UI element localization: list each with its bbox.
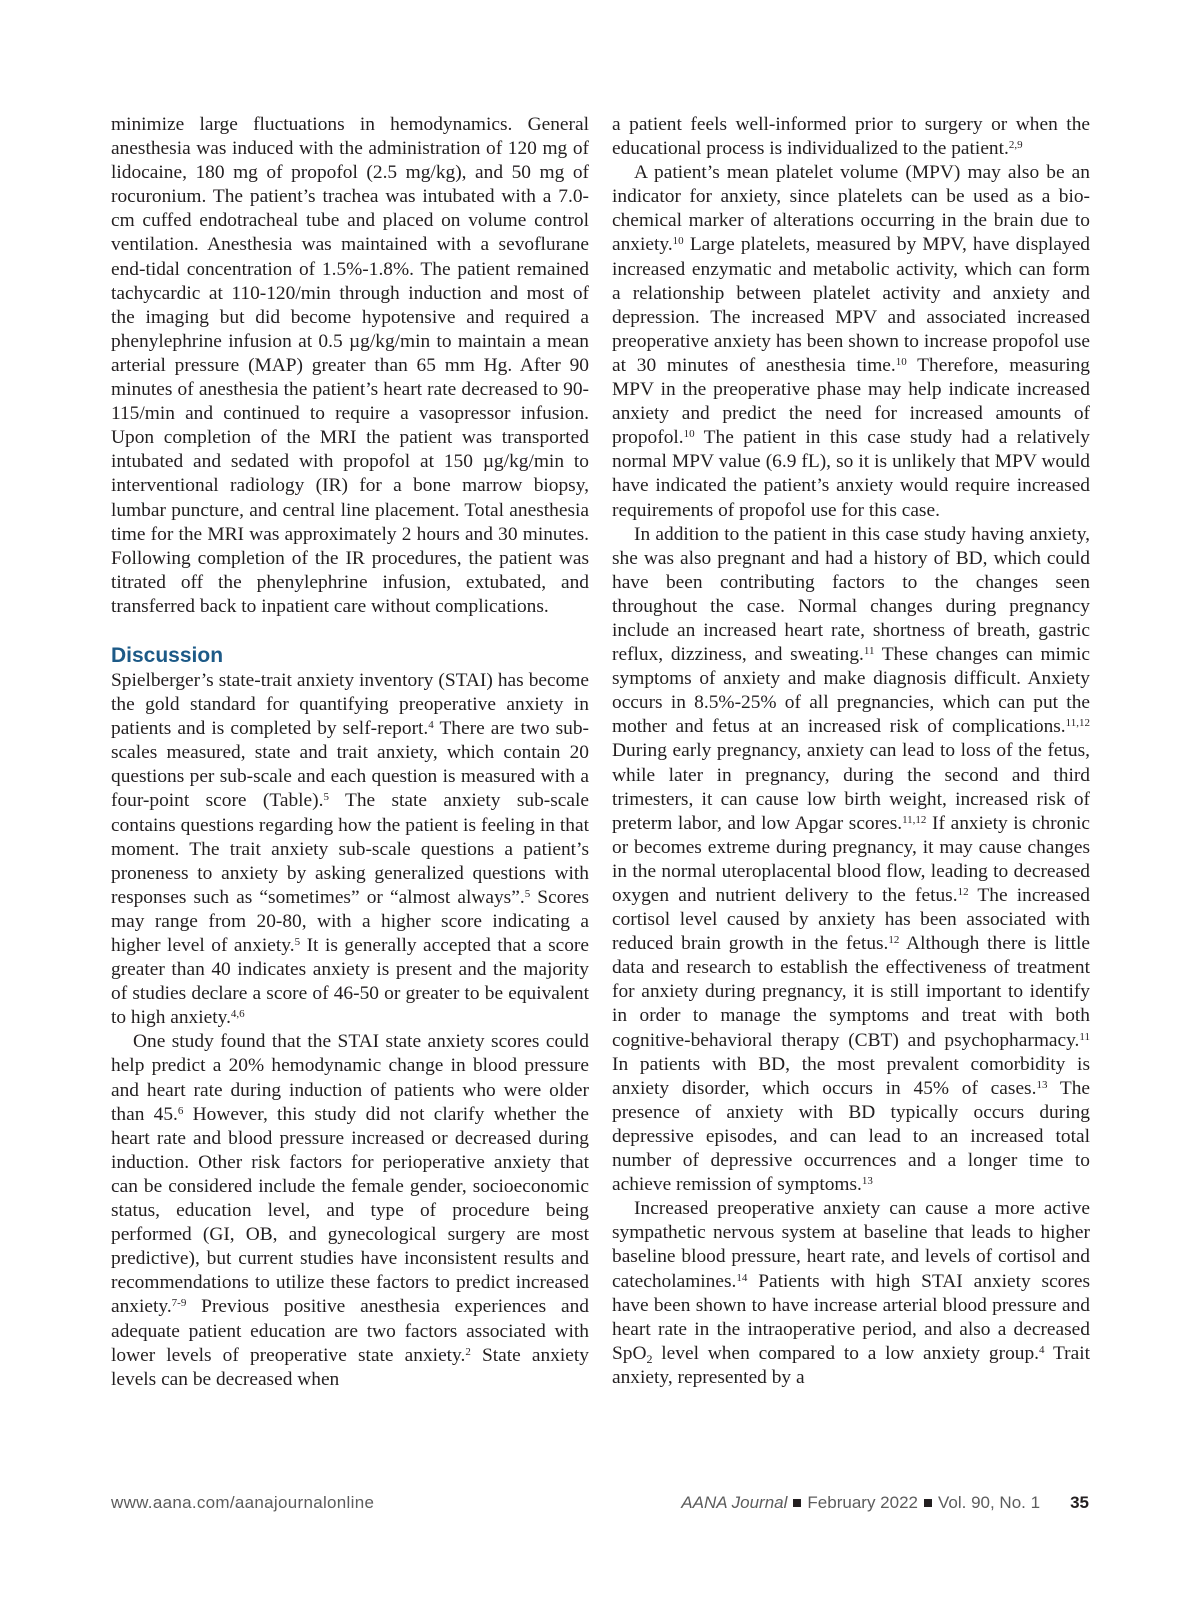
body-text: minimize large fluctuations in hemodynamics. General anesthesia was induced with the administration of 120 mg of lidocaine, 180 mg of propofol (2.5 mg/kg), and 50 mg of rocuronium. The patient’s trachea was intubated with a 7.0-cm cuffed endotracheal tube and placed on volume control ventilation. Anesthesia was maintained with a sevoflurane end-tidal concentration of 1.5%-1.8%. The patient remained tachycardic at 110-120/min through induction and most of the imaging but did become hypotensive and required a phenylephrine infusion at 0.5 µg/kg/min to maintain a mean arterial pressure (MAP) greater than 65 mm Hg. After 90 minutes of anesthesia the patient’s heart rate decreased to 90-115/min and continued to require a vasopressor infusion. Upon completion of the MRI the patient was transported intubated and sedated with propofol at 150 µg/kg/min to interventional radiology (IR) for a bone marrow biopsy, lumbar puncture, and central line placement. Total anesthesia time for the MRI was approximately 2 hours and 30 minutes. Following completion of the IR procedures, the patient was titrated off the phenylephrine infusion, extubated, and transferred back to inpatient care without complications. (111, 114, 589, 617)
issue-date: February 2022 (807, 1493, 918, 1512)
footer-journal-info (681, 1493, 1089, 1513)
paragraph (612, 523, 1090, 1198)
citation: 4 (428, 719, 434, 732)
body-text: The increased cortisol level caused by anxiety has been associated with reduced brain growth in the fetus. (612, 885, 1091, 955)
body-text: State anxiety levels can be decreased when (111, 1344, 589, 1390)
body-text: In addition to the patient in this case study having anxiety, she was also pregnant and had a history of BD, which could have been contributing factors to the changes seen throughout the case. Normal changes during pregnancy include an increased heart rate, shortness of breath, gastric reflux, dizziness, and sweating. (612, 523, 1090, 666)
citation: 11 (863, 645, 875, 658)
citation: 4,6 (230, 1008, 245, 1021)
citation: 13 (861, 1175, 873, 1188)
citation: 5 (323, 791, 329, 804)
left-column (111, 113, 589, 1392)
subscript: 2 (646, 1351, 653, 1366)
body-text: Trait anxiety, represented by a (612, 1342, 1090, 1388)
body-text: Spielberger’s state-trait anxiety inventory (STAI) has become the gold standard for quantifying preoperative anxiety in patients and is completed by self-report. (111, 669, 589, 740)
body-text: a patient feels well-informed prior to surgery or when the educational process is individualized to the patient. (612, 114, 1090, 160)
body-text: However, this study did not clarify whether the heart rate and blood pressure increased or decreased during induction. Other risk factors for perioperative anxiety that can be considered include the female gender, socioeconomic status, education level, and type of procedure being performed (GI, OB, and gynecological surgery are most predictive), but current studies have inconsistent results and recommendations to utilize these factors to predict increased anxiety. (111, 1103, 589, 1318)
body-text: Scores may range from 20-80, with a higher score indicating a higher level of anxiety. (111, 886, 589, 956)
body-text: level when compared to a low anxiety group. (652, 1342, 1040, 1364)
body-text: A patient’s mean platelet volume (MPV) may also be an indicator for anxiety, since platelets can be used as a bio-chemical marker of alterations occurring in the brain due to anxiety. (612, 162, 1090, 256)
body-text: If anxiety is chronic or becomes extreme during pregnancy, it may cause changes in the normal uteroplacental blood flow, leading to decreased oxygen and nutrient delivery to the fetus. (612, 812, 1090, 906)
paragraph (111, 1030, 589, 1391)
square-bullet-icon (793, 1499, 801, 1507)
section-heading-discussion: Discussion (111, 643, 224, 667)
volume-info: Vol. 90, No. 1 (938, 1493, 1041, 1512)
body-text: One study found that the STAI state anxiety scores could help predict a 20% hemodynamic change in blood pressure and heart rate during induction of patients who were older than 45. (111, 1031, 589, 1125)
body-text: The state anxiety sub-scale contains questions regarding how the patient is feeling in that moment. The trait anxiety sub-scale questions a patient’s proneness to anxiety by asking generalized questions with responses such as “sometimes” or “almost always”. (111, 790, 589, 908)
paragraph (612, 113, 1090, 161)
body-text: The presence of anxiety with BD typically occurs during depressive episodes, and can lead to an increased total number of depressive occurrences and a longer time to achieve remission of symptoms. (612, 1077, 1090, 1196)
citation: 2 (465, 1345, 471, 1358)
paragraph (111, 669, 589, 1030)
body-text: Increased preoperative anxiety can cause a more active sympathetic nervous system at baseline that leads to higher baseline blood pressure, heart rate, and levels of cortisol and catecholamines. (612, 1198, 1090, 1292)
citation: 11 (1079, 1030, 1090, 1043)
footer-url-link[interactable]: www.aana.com/aanajournalonline (111, 1493, 375, 1512)
citation: 10 (895, 355, 907, 368)
body-text: It is generally accepted that a score greater than 40 indicates anxiety is present and the majority of studies declare a score of 46-50 or greater to be equivalent to high anxiety. (111, 935, 589, 1029)
citation: 2,9 (1008, 139, 1023, 152)
citation: 13 (1036, 1078, 1048, 1091)
citation: 11,12 (1065, 717, 1090, 730)
citation: 12 (888, 934, 900, 947)
journal-name: AANA Journal (681, 1493, 788, 1512)
page-footer (111, 1493, 1089, 1517)
paragraph (111, 113, 589, 619)
body-text: The patient in this case study had a relatively normal MPV value (6.9 fL), so it is unlikely that MPV would have indicated the patient’s anxiety would require increased requirements of propofol use for this case. (612, 427, 1090, 521)
body-text: Patients with high STAI anxiety scores have been shown to have increase arterial blood pressure and heart rate in the intraoperative period, and also a decreased SpO (612, 1270, 1090, 1364)
citation: 5 (294, 936, 301, 948)
body-text: Previous positive anesthesia experiences and adequate patient education are two factors associated with lower levels of preoperative state anxiety. (111, 1296, 589, 1366)
body-text: Large platelets, measured by MPV, have displayed increased enzymatic and metabolic activity, which can form a relationship between platelet activity and anxiety and depression. The increased MPV and associated increased preoperative anxiety has been shown to increase propofol use at 30 minutes of anesthesia time. (612, 234, 1090, 376)
citation: 4 (1039, 1343, 1045, 1356)
citation: 11,12 (902, 813, 927, 826)
citation: 12 (957, 886, 969, 898)
citation: 7-9 (171, 1297, 187, 1310)
square-bullet-icon (924, 1499, 932, 1507)
right-column (612, 113, 1090, 1390)
paragraph (612, 161, 1090, 522)
body-text: There are two sub-scales measured, state and trait anxiety, which contain 20 questions per sub-scale and each question is measured with a four-point score (Table). (111, 718, 589, 812)
body-text: These changes can mimic symptoms of anxiety and make diagnosis difficult. Anxiety occurs in 8.5%-25% of all pregnancies, which can put the mother and fetus at an increased risk of complications. (612, 644, 1090, 738)
citation: 6 (177, 1104, 184, 1117)
citation: 5 (524, 887, 531, 900)
body-text: In patients with BD, the most prevalent comorbidity is anxiety disorder, which occurs in 45% of cases. (612, 1053, 1090, 1099)
page-number: 35 (1070, 1493, 1089, 1512)
paragraph (612, 1197, 1090, 1390)
body-text: Although there is little data and research to establish the effectiveness of treatment for anxiety during pregnancy, it is still important to identify in order to manage the symptoms and treat with both cognitive-behavioral therapy (CBT) and psychopharmacy. (612, 933, 1090, 1051)
body-text: Therefore, measuring MPV in the preoperative phase may help indicate increased anxiety and predict the need for increased amounts of propofol. (612, 354, 1090, 449)
citation: 10 (672, 235, 684, 248)
citation: 10 (683, 428, 695, 441)
citation: 14 (736, 1271, 748, 1284)
body-text: During early pregnancy, anxiety can lead to loss of the fetus, while later in pregnancy, during the second and third trimesters, it can cause low birth weight, increased risk of preterm labor, and low Apgar scores. (612, 740, 1090, 834)
